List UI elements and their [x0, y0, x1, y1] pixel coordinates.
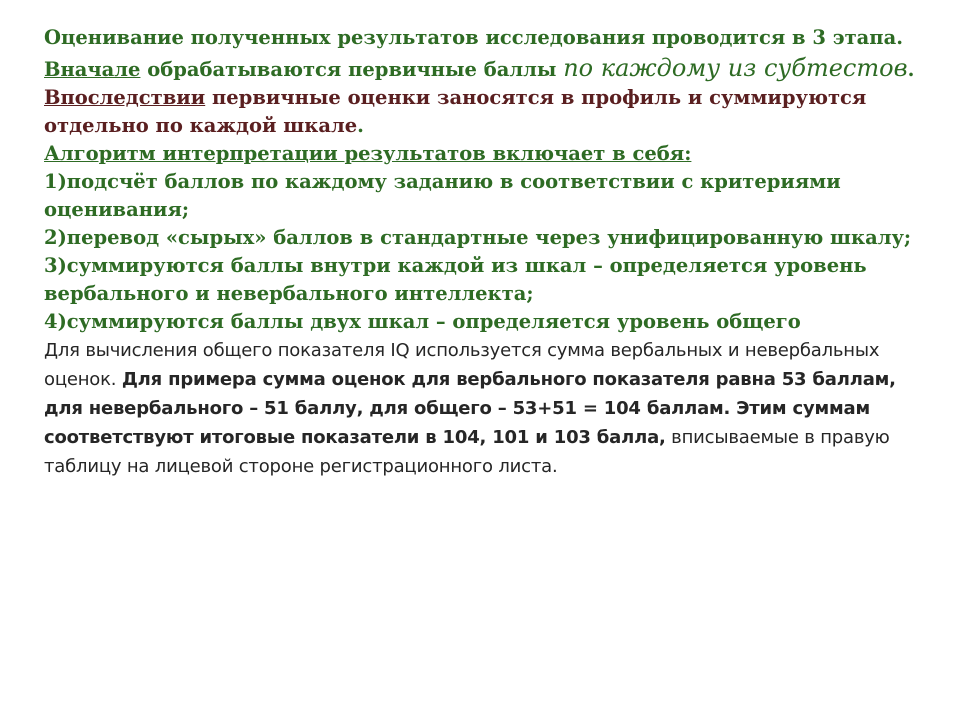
- slide-content: [44, 24, 924, 481]
- algorithm-item-4: 4)суммируются баллы двух шкал – определяется уровень общего: [44, 310, 801, 333]
- first-stage-word: Вначале: [44, 58, 141, 81]
- second-stage-text: первичные оценки заносятся в профиль и суммируются отдельно по каждой шкале: [44, 86, 867, 137]
- algorithm-item-3: 3)суммируются баллы внутри каждой из шкал – определяется уровень вербального и невербального интеллекта;: [44, 254, 867, 305]
- second-stage-word: Впоследствии: [44, 86, 206, 109]
- iq-text-bold: Для примера сумма оценок для вербального показателя равна 53 баллам, для невербального – 51 баллу, для общего – 53+51 = 104 баллам. Этим суммам соответствуют итоговые показатели в 104, 101 и 103 балла,: [44, 369, 896, 448]
- first-stage-end: .: [907, 58, 915, 81]
- algorithm-item-2: 2)перевод «сырых» баллов в стандартные через унифицированную шкалу;: [44, 226, 912, 249]
- first-stage-italic: по каждому из субтестов: [563, 54, 908, 82]
- second-stage-end: .: [357, 114, 364, 137]
- iq-text-start: Для вычисления общего показателя IQ используется сумма вербальных и невербальных оценок.: [44, 340, 880, 390]
- iq-paragraph: [44, 336, 924, 481]
- algorithm-item-1: 1)подсчёт баллов по каждому заданию в соответствии с критериями оценивания;: [44, 170, 841, 221]
- first-stage-text: обрабатываются первичные баллы: [140, 58, 564, 81]
- stages-paragraph: [44, 54, 924, 140]
- intro-text: Оценивание полученных результатов исследования проводится в 3 этапа.: [44, 26, 903, 49]
- iq-text-end: вписываемые в правую таблицу на лицевой стороне регистрационного листа.: [44, 427, 890, 477]
- algorithm-heading: Алгоритм интерпретации результатов включает в себя:: [44, 142, 692, 165]
